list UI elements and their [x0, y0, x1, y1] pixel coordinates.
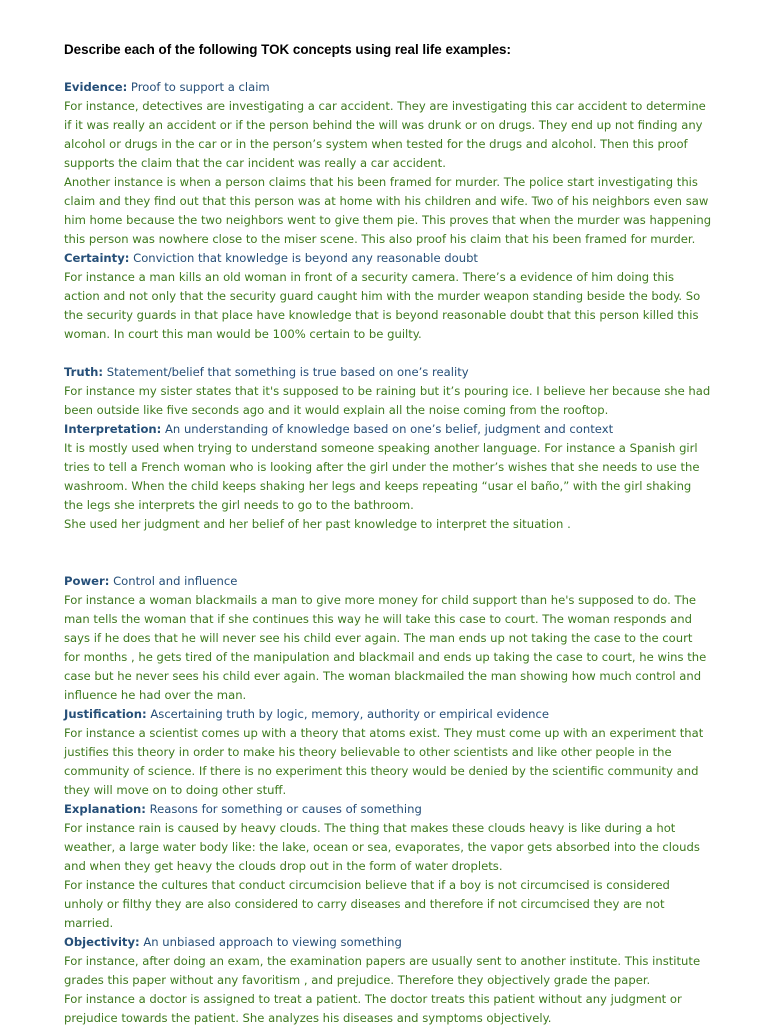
concept-definition: Statement/belief that something is true based on one’s reality — [103, 365, 469, 379]
concept-power — [64, 572, 712, 591]
concept-definition: An understanding of knowledge based on one’s belief, judgment and context — [161, 422, 614, 436]
concept-term: Evidence: — [64, 80, 128, 94]
concept-definition: An unbiased approach to viewing something — [139, 935, 402, 949]
concept-objectivity — [64, 933, 712, 952]
example-paragraph: For instance a woman blackmails a man to give more money for child support than he's supposed to do. The man tells the woman that if she continues this way he will take this case to court. The woman responds and says if he does that he will never see his child ever again. The man ends up not taking the case to the court for months , he gets tired of the manipulation and blackmail and ends up taking the case to court, he wins the case but he never sees his child ever again. The woman blackmailed the man showing how much control and influence he had over the man. — [64, 593, 707, 702]
example-paragraph: For instance, detectives are investigating a car accident. They are investigating this car accident to determine if it was really an accident or if the person behind the will was drunk or on drugs. They end up not finding any alcohol or drugs in the car or in the person’s system when tested for the drugs and alcohol. Then this proof supports the claim that the car incident was really a car accident. — [64, 99, 706, 170]
concept-term: Power: — [64, 574, 110, 588]
concept-certainty — [64, 249, 712, 268]
document-page — [64, 40, 712, 1028]
concept-definition: Conviction that knowledge is beyond any reasonable doubt — [129, 251, 478, 265]
concept-term: Certainty: — [64, 251, 130, 265]
concept-definition: Control and influence — [109, 574, 238, 588]
spacer — [64, 344, 712, 363]
example-paragraph: It is mostly used when trying to understand someone speaking another language. For instance a Spanish girl tries to tell a French woman who is looking after the girl under the mother’s wishes that she needs to use the washroom. When the child keeps shaking her legs and keeps repeating “usar el baño,” with the girl shaking the legs she interprets the girl needs to go to the bathroom. — [64, 441, 700, 512]
example-paragraph: For instance rain is caused by heavy clouds. The thing that makes these clouds heavy is like during a hot weather, a large water body like: the lake, ocean or sea, evaporates, the vapor gets absorbed into the clouds and when they get heavy the clouds drop out in the form of water droplets. — [64, 821, 700, 873]
concept-explanation — [64, 800, 712, 819]
document-body — [64, 78, 712, 1028]
example-paragraph: She used her judgment and her belief of her past knowledge to interpret the situation . — [64, 517, 571, 531]
concept-definition: Proof to support a claim — [127, 80, 270, 94]
example-paragraph: For instance a scientist comes up with a theory that atoms exist. They must come up with an experiment that justifies this theory in order to make his theory believable to other scientists and like other people in the community of science. If there is no experiment this theory would be denied by the scientific community and they will move on to doing other stuff. — [64, 726, 704, 797]
concept-term: Justification: — [64, 707, 147, 721]
concept-term: Truth: — [64, 365, 104, 379]
concept-definition: Reasons for something or causes of something — [145, 802, 422, 816]
example-paragraph: For instance the cultures that conduct circumcision believe that if a boy is not circumcised is considered unholy or filthy they are also considered to carry diseases and therefore if not circumcised they are not married. — [64, 878, 670, 930]
concept-evidence — [64, 78, 712, 97]
concept-term: Objectivity: — [64, 935, 140, 949]
example-paragraph: For instance a man kills an old woman in front of a security camera. There’s a evidence of him doing this action and not only that the security guard caught him with the murder weapon standing beside the body. So the security guards in that place have knowledge that is beyond reasonable doubt that this person killed this woman. In court this man would be 100% certain to be guilty. — [64, 270, 701, 341]
spacer — [64, 534, 712, 572]
concept-truth — [64, 363, 712, 382]
example-paragraph: For instance a doctor is assigned to treat a patient. The doctor treats this patient without any judgment or prejudice towards the patient. She analyzes his diseases and symptoms objectively. — [64, 992, 682, 1025]
example-paragraph: For instance my sister states that it's supposed to be raining but it’s pouring ice. I believe her because she had been outside like five seconds ago and it would explain all the noise coming from the rooftop. — [64, 384, 711, 417]
document-title: Describe each of the following TOK concepts using real life examples: — [64, 42, 511, 57]
concept-definition: Ascertaining truth by logic, memory, authority or empirical evidence — [146, 707, 550, 721]
concept-term: Interpretation: — [64, 422, 162, 436]
example-paragraph: For instance, after doing an exam, the examination papers are usually sent to another institute. This institute grades this paper without any favoritism , and prejudice. Therefore they objectively grade the paper. — [64, 954, 701, 987]
concept-term: Explanation: — [64, 802, 146, 816]
example-paragraph: Another instance is when a person claims that his been framed for murder. The police start investigating this claim and they find out that this person was at home with his children and wife. Two of his neighbors even saw him home because the two neighbors went to give them pie. This proves that when the murder was happening this person was nowhere close to the miser scene. This also proof his claim that his been framed for murder. — [64, 175, 712, 246]
concept-interpretation — [64, 420, 712, 439]
concept-justification — [64, 705, 712, 724]
